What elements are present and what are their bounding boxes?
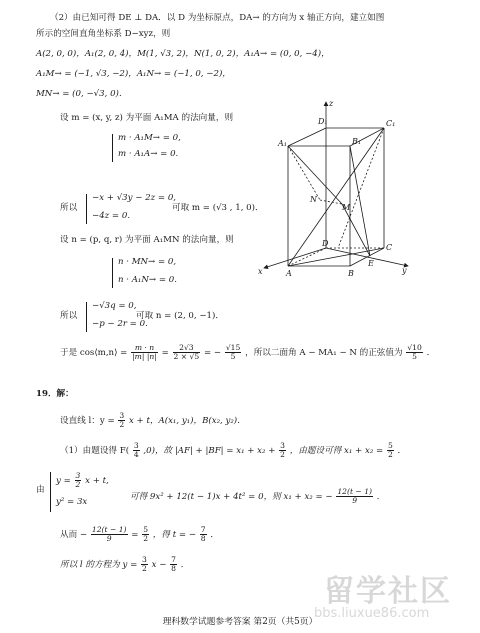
equals: = − (203, 347, 222, 358)
q19-equation (60, 556, 189, 573)
frac-den: 2 (387, 449, 393, 459)
frac-den: 8 (171, 563, 176, 573)
frac-num: 3 (75, 471, 81, 480)
frac-den: 2 (142, 563, 147, 573)
q19-from (60, 526, 219, 543)
cos-fraction-2 (173, 344, 201, 361)
cos-f2-num: 2√3 (173, 344, 201, 353)
frac-num: 5 (387, 441, 393, 450)
sys-mid: 可得 9x² + 12(t − 1)x + 4t² = 0，则 x₁ + x₂ = − (130, 491, 333, 502)
frac-den: 2 (119, 419, 125, 429)
n-system-2: −p − 2r = 0. (92, 319, 148, 329)
period: ． (426, 347, 436, 358)
sine-fraction (406, 344, 423, 361)
label-b: B (348, 269, 354, 278)
m-definition: 设 m = (x, y, z) 为平面 A₁MA 的法向量，则 (60, 113, 234, 123)
label-c1: C₁ (386, 119, 396, 128)
frac-den: 8 (200, 533, 206, 543)
q19-line-suffix: x + t，A(x₁, y₁)，B(x₂, y₂)． (128, 415, 246, 426)
label-y: y (402, 266, 407, 275)
frac-num: 7 (200, 525, 206, 534)
m-equation-1: m · A₁M→ = 0, (118, 133, 181, 143)
cos-fraction-3 (225, 344, 242, 361)
q19-line-def (60, 412, 246, 429)
from-tfrac (200, 526, 207, 543)
label-m: M (342, 203, 351, 212)
m-system-brace (86, 194, 87, 224)
watermark-url: bbs.liuxue86.com (314, 606, 430, 621)
from-frac (91, 526, 128, 543)
sys-a-frac (75, 472, 82, 489)
cosine-line (60, 344, 435, 361)
eq-prefix: 所以 l 的方程为 y = (60, 559, 138, 570)
eq-frac-2 (170, 556, 177, 573)
cos-f3-num: √15 (225, 343, 241, 352)
eq-frac-1 (141, 556, 148, 573)
p1-result-frac (387, 442, 394, 459)
page-footer: 理科数学试题参考答案 第2页（共5页） (162, 617, 318, 627)
n-so: 所以 (60, 311, 78, 321)
watermark-title: 留学社区 (324, 574, 452, 609)
frac-den: 2 (75, 479, 81, 489)
label-e: E (368, 259, 374, 268)
label-c: C (386, 243, 393, 252)
sys-result-frac (336, 488, 373, 505)
cos-f3-den: 5 (230, 351, 236, 361)
m-equation-2: m · A₁A→ = 0. (118, 149, 179, 159)
frac-num: 3 (133, 441, 139, 450)
intro-line-2: 所示的空间直角坐标系 D−xyz，则 (36, 29, 171, 39)
sin-den: 5 (412, 351, 417, 361)
frac-num: 3 (280, 441, 285, 450)
frac-den: 4 (133, 449, 139, 459)
frac-num: 5 (143, 525, 149, 534)
n-system-brace (86, 302, 87, 332)
label-d1: D₁ (318, 117, 328, 126)
sys-a2: x + t, (85, 475, 109, 486)
eq-end: ． (180, 559, 190, 570)
m-take: 可取 m = (√3 , 1, 0)． (172, 203, 264, 213)
frac-num: 12(t − 1) (337, 487, 373, 496)
cos-prefix: 于是 cos⟨m,n⟩ = (60, 347, 128, 358)
p1-focus-frac (133, 442, 140, 459)
cos-suffix: ，所以二面角 A − MA₁ − N 的正弦值为 (245, 347, 403, 358)
q19-heading: 19．解： (36, 389, 74, 399)
p1-mid: ,0)，故 |AF| + |BF| = x₁ + x₂ + (143, 445, 276, 456)
n-equation-1: n · MN→ = 0, (118, 257, 177, 267)
vector-line-1: A₁M→ = (−1, √3, −2)，A₁N→ = (−1, 0, −2)， (36, 69, 231, 79)
from-prefix: 从而 − (60, 529, 88, 540)
n-system-1: −√3q = 0, (92, 301, 137, 311)
frac-num: 3 (119, 411, 125, 420)
n-brace (112, 258, 113, 288)
cos-fraction-1 (131, 344, 158, 361)
intro-line-1: （2）由已知可得 DE ⊥ DA．以 D 为坐标原点，DA→ 的方向为 x 轴正方向，建立如图 (50, 13, 385, 23)
q19-system-1 (56, 472, 109, 489)
from-eq: = (131, 529, 139, 540)
cos-f2-den: 2 × √5 (173, 351, 200, 361)
equals: = (161, 347, 169, 358)
eq-mid: x − (151, 559, 167, 570)
q19-system-2: y² = 3x (56, 497, 88, 507)
q19-system-result (130, 488, 385, 505)
p1-end: ． (397, 445, 407, 456)
label-n: N (310, 195, 317, 204)
sys-a: y = (56, 475, 71, 486)
p1-prefix: （1）由题设得 F( (60, 445, 130, 456)
cos-f1-den: |m| |n| (132, 351, 157, 361)
sys-end: ． (376, 491, 386, 502)
watermark (292, 566, 480, 633)
m-brace (112, 134, 113, 162)
frac-den: 9 (106, 533, 112, 543)
p1-half-frac (279, 442, 286, 459)
from-mid: ，得 t = − (152, 529, 197, 540)
prism-diagram (258, 96, 418, 278)
vector-line-2: MN→ = (0, −√3, 0)． (36, 89, 128, 99)
from-rfrac (142, 526, 149, 543)
q19-part1 (60, 442, 406, 459)
label-x: x (258, 267, 263, 276)
label-b1: B₁ (352, 137, 362, 146)
cos-f1-num: m · n (131, 344, 158, 353)
p1-suffix: ，由题设可得 x₁ + x₂ = (289, 445, 384, 456)
n-equation-2: n · A₁N→ = 0. (118, 275, 177, 285)
frac-den: 2 (143, 533, 149, 543)
m-system-1: −x + √3y − 2z = 0, (92, 193, 177, 203)
q19-system-brace (50, 472, 51, 512)
label-a: A (286, 269, 292, 278)
sin-num: √10 (407, 343, 422, 352)
coordinate-figure (258, 96, 418, 278)
q19-line-frac (118, 412, 125, 429)
n-take: 可取 n = (2, 0, −1)． (136, 311, 224, 321)
frac-den: 2 (280, 449, 285, 459)
frac-num: 3 (142, 555, 147, 564)
frac-den: 9 (352, 495, 358, 505)
q19-line-prefix: 设直线 l：y = (60, 415, 115, 426)
frac-num: 12(t − 1) (91, 525, 127, 534)
coordinates-line: A(2, 0, 0)，A₁(2, 0, 4)，M(1, √3, 2)，N(1, 0, 2)，A₁A→ = (0, 0, −4)， (36, 49, 330, 59)
frac-num: 7 (171, 555, 176, 564)
m-so: 所以 (60, 203, 78, 213)
label-a1: A₁ (278, 139, 287, 148)
m-system-2: −4z = 0. (92, 211, 131, 221)
sys-you: 由 (36, 485, 45, 495)
from-end: ． (210, 529, 219, 540)
label-d: D (322, 239, 329, 248)
n-definition: 设 n = (p, q, r) 为平面 A₁MN 的法向量，则 (60, 235, 234, 245)
label-z: z (329, 99, 334, 108)
